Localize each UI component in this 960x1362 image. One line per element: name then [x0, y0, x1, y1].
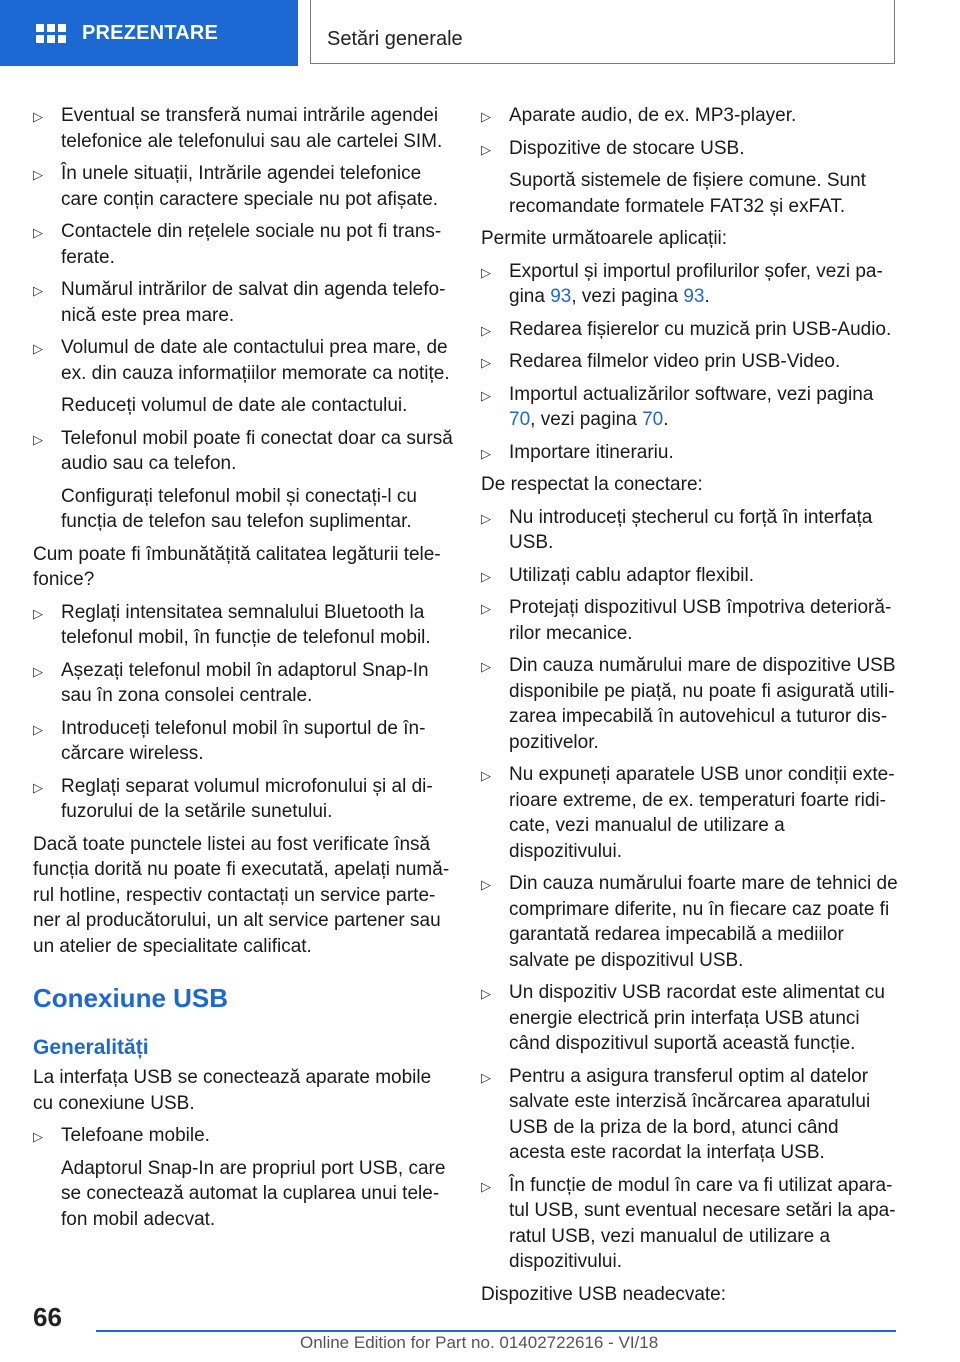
- left-column: [33, 103, 453, 1239]
- list-item: ▷ Exportul și importul profilurilor șofer, vezi pagina 93, vezi pagina 93.: [481, 259, 899, 310]
- list-item: ▷ În funcție de modul în care va fi utilizat aparatul USB, sunt eventual necesare setări la aparatul USB, vezi manualul de utilizare a dispozitivului.: [481, 1173, 899, 1275]
- list-item: ▷ Așezați telefonul mobil în adaptorul Snap-In sau în zona consolei centrale.: [33, 658, 453, 709]
- list-item: ▷ Redarea filmelor video prin USB-Video.: [481, 349, 899, 375]
- list-item-detail: Adaptorul Snap-In are propriul port USB, care se conectează automat la cuplarea unui telefon mobil adecvat.: [61, 1157, 446, 1230]
- list-item: ▷ Importare itinerariu.: [481, 440, 899, 466]
- list-item-detail: Reduceți volumul de date ale contactului.: [61, 395, 408, 416]
- section-heading: Conexiune USB: [33, 983, 229, 1013]
- list-item: ▷ Reglați intensitatea semnalului Bluetooth la telefonul mobil, în funcție de telefonul mobil.: [33, 600, 453, 651]
- paragraph: Permite următoarele aplicații:: [481, 228, 728, 249]
- list-item: ▷ Utilizați cablu adaptor flexibil.: [481, 563, 899, 589]
- nav-label: PREZENTARE: [82, 21, 219, 44]
- grid-icon: [36, 24, 66, 43]
- section-title: Setări generale: [327, 28, 463, 50]
- list-item: ▷ Contactele din rețelele sociale nu pot fi transferate.: [33, 219, 453, 270]
- list-item: ▷ Din cauza numărului foarte mare de tehnici de comprimare diferite, nu în fiecare caz poate fi garantată redarea impecabilă a mediilor salvate pe dispozitivul USB.: [481, 871, 899, 973]
- list-item: ▷ Eventual se transferă numai intrările agendei telefonice ale telefonului sau ale cartelei SIM.: [33, 103, 453, 154]
- list-item: ▷ Introduceți telefonul mobil în suportul de încărcare wireless.: [33, 716, 453, 767]
- list-item: ▷ Aparate audio, de ex. MP3-player.: [481, 103, 899, 129]
- list-item: ▷ Telefonul mobil poate fi conectat doar ca sursă audio sau ca telefon.: [33, 426, 453, 477]
- list-item: ▷ Pentru a asigura transferul optim al datelor salvate este interzisă încărcarea aparatului USB de la priza de la bord, atunci când acesta este racordat la interfața USB.: [481, 1064, 899, 1166]
- footer-edition: Online Edition for Part no. 01402722616 - VI/18: [300, 1333, 659, 1352]
- paragraph: De respectat la conectare:: [481, 474, 703, 495]
- paragraph: La interfața USB se conectează aparate mobile cu conexiune USB.: [33, 1067, 432, 1114]
- right-column: [481, 103, 899, 1314]
- subsection-heading: Generalități: [33, 1036, 149, 1059]
- list-item: ▷ Telefoane mobile.: [33, 1123, 453, 1149]
- paragraph: Dacă toate punctele listei au fost verificate însă funcția dorită nu poate fi executată, apelați numărul hotline, respectiv contactați un service partener al producătorului, un alt service partener sau un atelier de specialitate calificat.: [33, 833, 450, 957]
- section-title-tab: [310, 0, 895, 64]
- page-link[interactable]: 70: [642, 409, 664, 430]
- footer-divider: [96, 1330, 896, 1332]
- list-item-detail: Suportă sistemele de fișiere comune. Sunt recomandate formatele FAT32 și exFAT.: [509, 170, 866, 217]
- page-header: [0, 0, 960, 66]
- list-item: ▷ Un dispozitiv USB racordat este alimentat cu energie electrică prin interfața USB atunci când dispozitivul suportă această funcție.: [481, 980, 899, 1057]
- list-item: ▷ Numărul intrărilor de salvat din agenda telefonică este prea mare.: [33, 277, 453, 328]
- list-item: ▷ Reglați separat volumul microfonului și al difuzorului de la setările sunetului.: [33, 774, 453, 825]
- list-item: ▷ Redarea fișierelor cu muzică prin USB-Audio.: [481, 317, 899, 343]
- list-item: ▷ Nu expuneți aparatele USB unor condiții exterioare extreme, de ex. temperaturi foarte ridicate, vezi manualul de utilizare a dispozitivului.: [481, 762, 899, 864]
- list-item-detail: Configurați telefonul mobil și conectați-l cu funcția de telefon sau telefon suplimentar.: [61, 485, 417, 532]
- list-item: ▷ În unele situații, Intrările agendei telefonice care conțin caractere speciale nu pot afișate.: [33, 161, 453, 212]
- list-item: ▷ Volumul de date ale contactului prea mare, de ex. din cauza informațiilor memorate ca notițe.: [33, 335, 453, 386]
- page-link[interactable]: 93: [683, 286, 705, 307]
- list-item: ▷ Dispozitive de stocare USB.: [481, 136, 899, 162]
- page-link[interactable]: 93: [550, 286, 572, 307]
- page-link[interactable]: 70: [509, 409, 531, 430]
- list-item: ▷ Din cauza numărului mare de dispozitive USB disponibile pe piață, nu poate fi asigurată utilizarea impecabilă în autovehicul a tuturor dispozitivelor.: [481, 653, 899, 755]
- paragraph: Dispozitive USB neadecvate:: [481, 1283, 727, 1305]
- list-item: ▷ Protejați dispozitivul USB împotriva deteriorărilor mecanice.: [481, 595, 899, 646]
- page-number: 66: [33, 1302, 62, 1332]
- paragraph: Cum poate fi îmbunătățită calitatea legăturii telefonice?: [33, 543, 441, 590]
- presentation-nav-button[interactable]: [0, 0, 298, 66]
- list-item: ▷ Nu introduceți ștecherul cu forță în interfața USB.: [481, 505, 899, 556]
- list-item: ▷ Importul actualizărilor software, vezi pagina 70, vezi pagina 70.: [481, 382, 899, 433]
